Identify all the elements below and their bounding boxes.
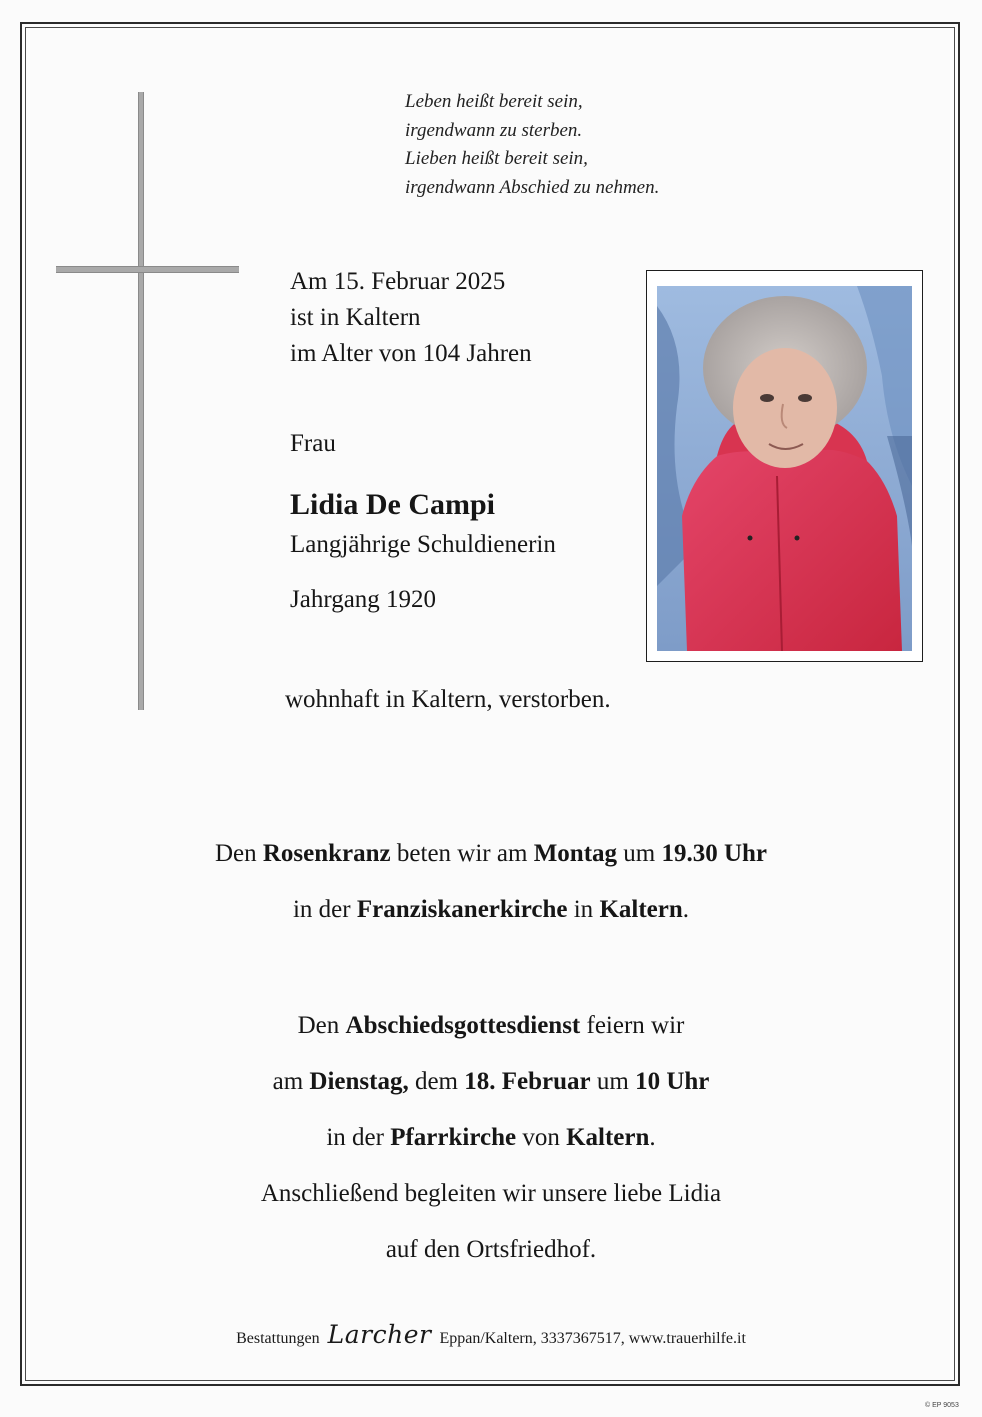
text: beten wir am [390, 840, 534, 867]
text: in [567, 896, 600, 923]
occupation: Langjährige Schuldienerin [290, 531, 556, 558]
footer [0, 1320, 982, 1349]
text: . [682, 896, 690, 923]
rosary-label: Rosenkranz [262, 840, 391, 867]
poem [405, 88, 659, 202]
print-code: © EP 9053 [925, 1402, 959, 1409]
portrait-image [657, 286, 912, 651]
service-line-2 [0, 1054, 982, 1110]
portrait-icon [657, 286, 912, 651]
rosary-info [0, 826, 982, 938]
text: um [590, 1068, 636, 1095]
service-church: Pfarrkirche [390, 1124, 517, 1151]
text: in der [326, 1124, 391, 1151]
deceased-name: Lidia De Campi [290, 488, 496, 521]
service-line-3 [0, 1110, 982, 1166]
rosary-day: Montag [533, 840, 618, 867]
birth-year: Jahrgang 1920 [290, 586, 437, 613]
footer-prefix: Bestattungen [236, 1330, 320, 1347]
service-line-5: auf den Ortsfriedhof. [385, 1236, 597, 1263]
larcher-logo: Larcher [327, 1320, 432, 1349]
cross-icon-horizontal [56, 266, 239, 273]
poem-line: Leben heißt bereit sein, [405, 91, 583, 112]
poem-line: Lieben heißt bereit sein, [405, 148, 588, 169]
service-day: Dienstag, [309, 1068, 409, 1095]
rosary-line-2 [0, 882, 982, 938]
service-line-1 [0, 998, 982, 1054]
death-date: Am 15. Februar 2025 [290, 268, 506, 295]
cross-icon-vertical [138, 92, 144, 710]
service-info [0, 998, 982, 1278]
text: von [516, 1124, 567, 1151]
rosary-time: 19.30 Uhr [661, 840, 768, 867]
text: dem [408, 1068, 465, 1095]
rosary-town: Kaltern [599, 896, 683, 923]
residence: wohnhaft in Kaltern, verstorben. [285, 686, 611, 713]
text: um [617, 840, 662, 867]
footer-contact: Eppan/Kaltern, 3337367517, www.trauerhilfe.it [439, 1330, 746, 1347]
rosary-line-1 [0, 826, 982, 882]
text: . [649, 1124, 656, 1151]
poem-line: irgendwann zu sterben. [405, 119, 583, 141]
service-town: Kaltern [566, 1124, 650, 1151]
death-age: im Alter von 104 Jahren [290, 340, 532, 367]
portrait-photo [646, 270, 923, 662]
death-info [290, 264, 532, 372]
text: in der [292, 896, 357, 923]
service-label: Abschiedsgottesdienst [345, 1012, 581, 1039]
rosary-church: Franziskanerkirche [356, 896, 568, 923]
death-place: ist in Kaltern [290, 304, 421, 331]
service-time: 10 Uhr [635, 1068, 710, 1095]
service-date: 18. Februar [464, 1068, 591, 1095]
text: feiern wir [580, 1012, 685, 1039]
text: Den [214, 840, 263, 867]
service-line-4: Anschließend begleiten wir unsere liebe Lidia [260, 1180, 722, 1207]
text: Den [297, 1012, 346, 1039]
poem-line: irgendwann Abschied zu nehmen. [405, 176, 660, 198]
text: am [272, 1068, 310, 1095]
salutation: Frau [290, 430, 336, 457]
